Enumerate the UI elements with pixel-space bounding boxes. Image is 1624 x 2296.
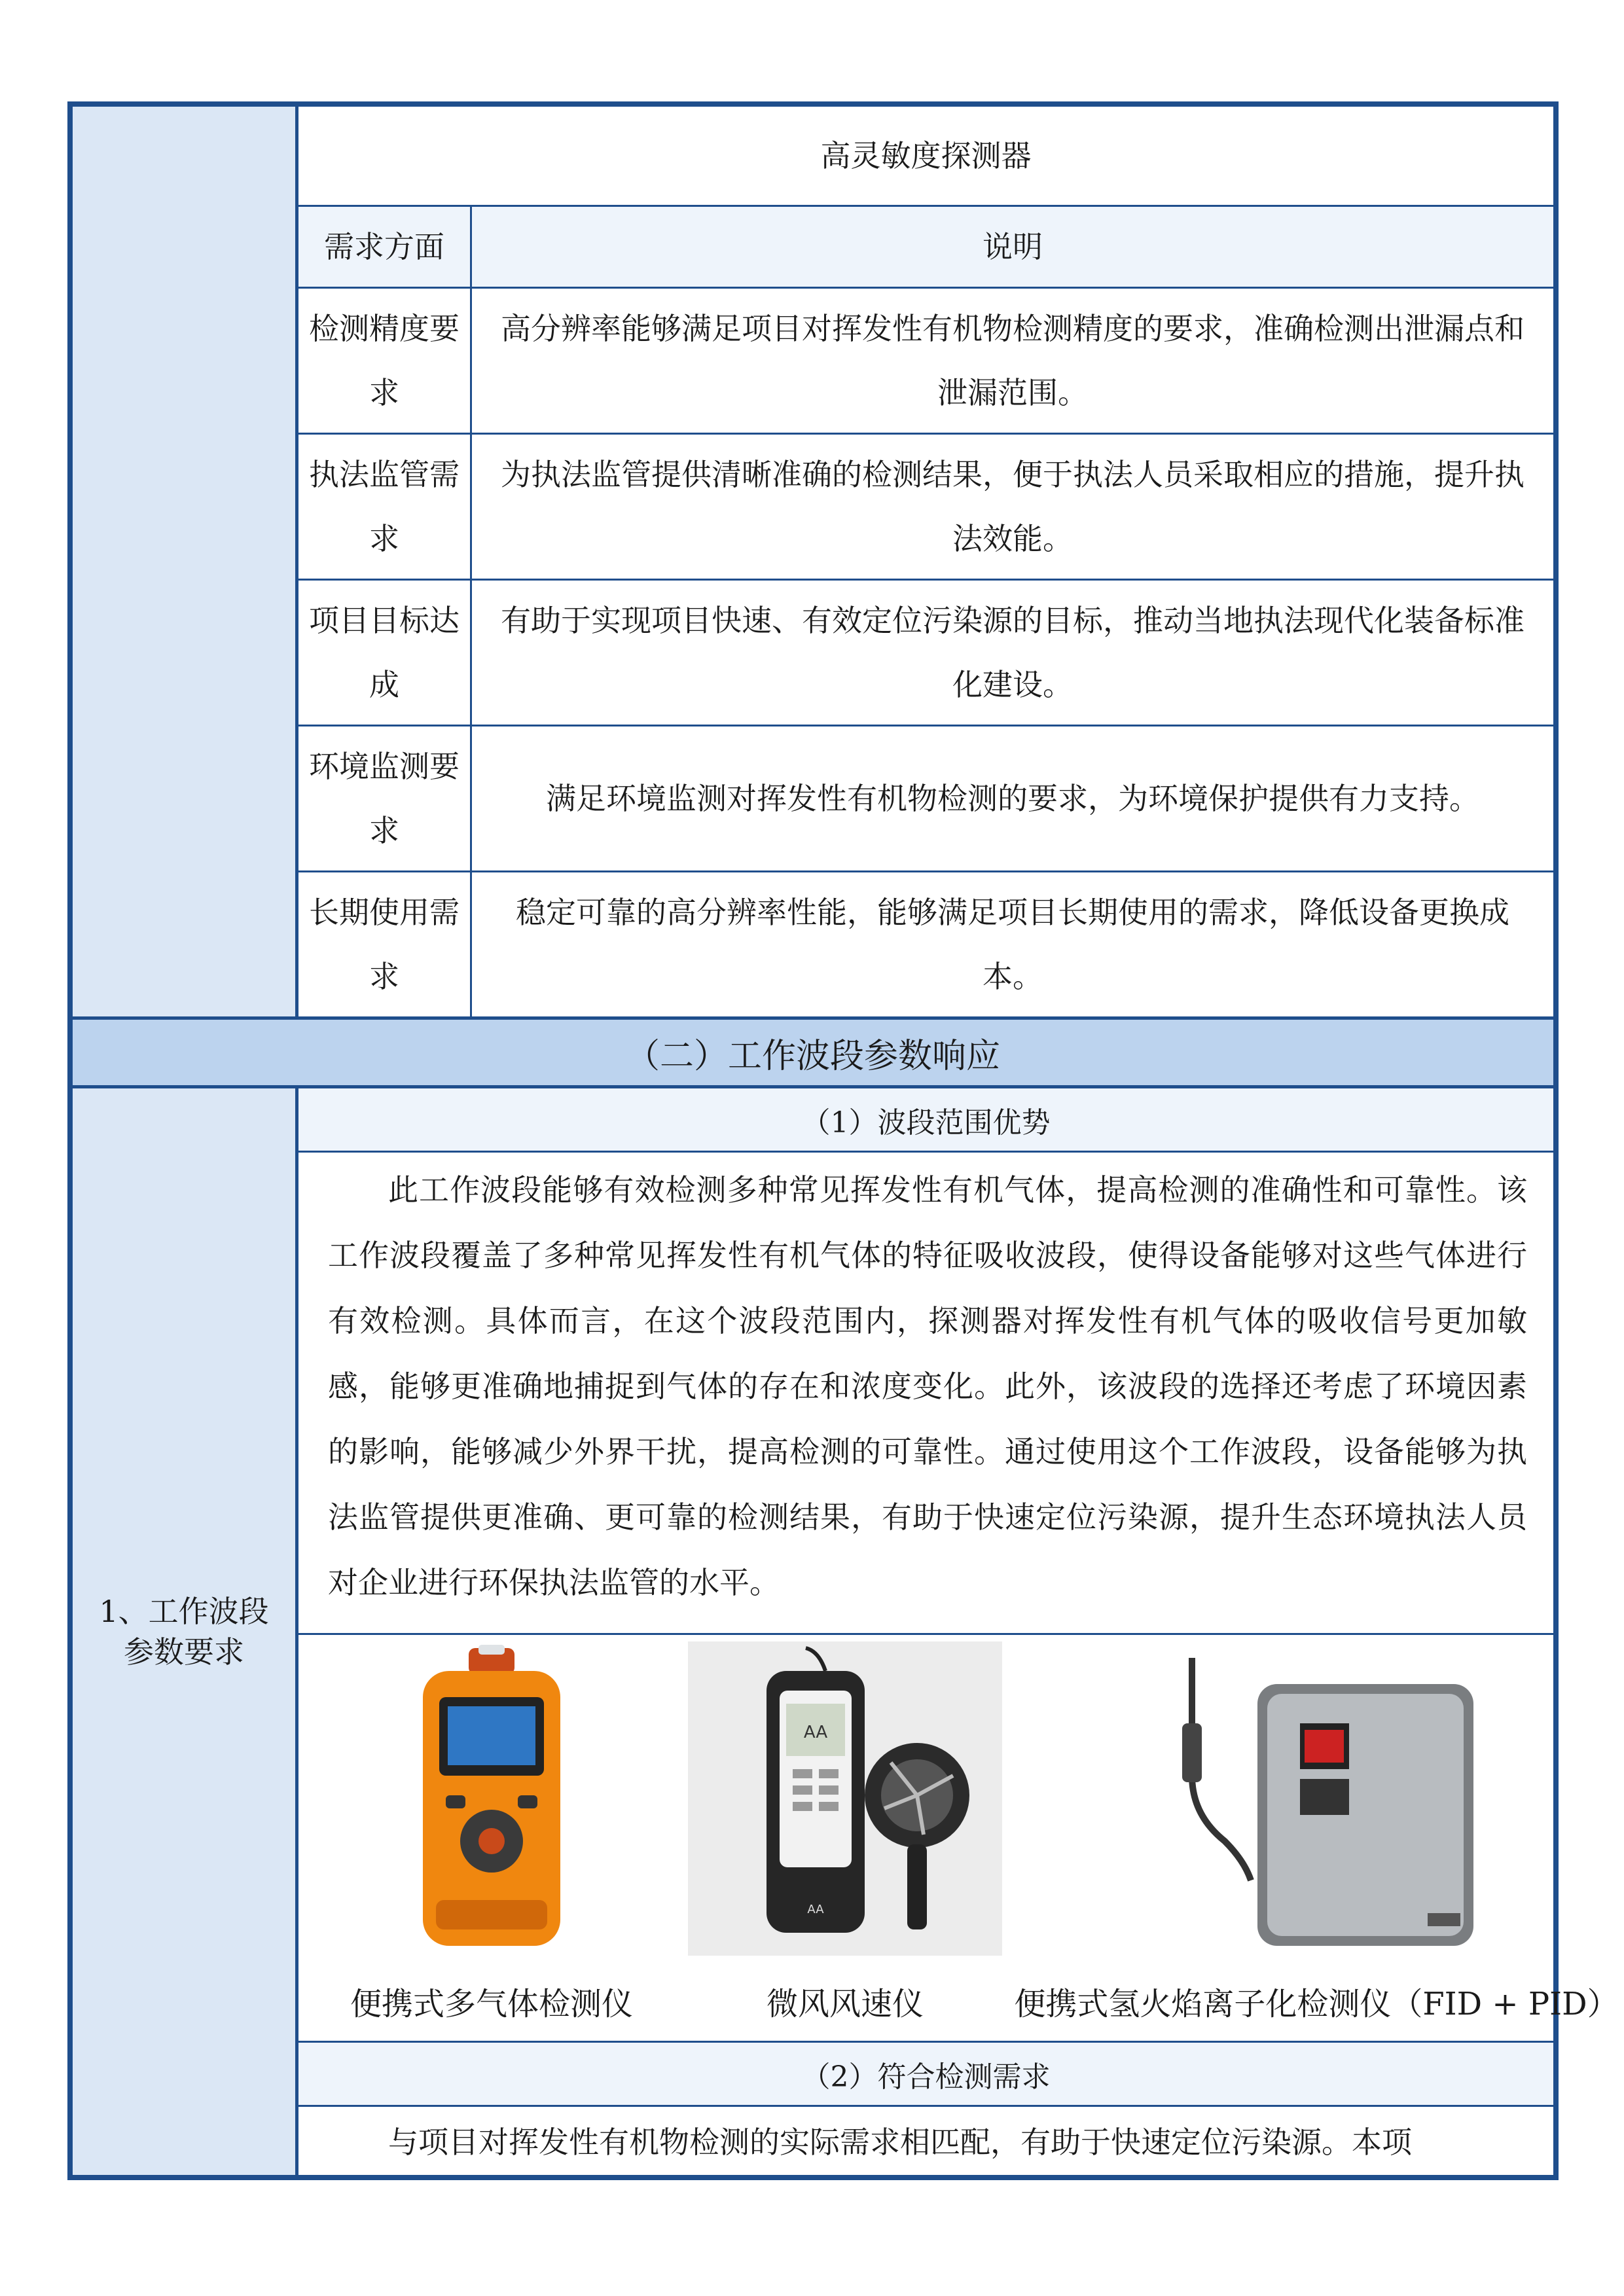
- row-aspect: 环境监测要求: [309, 749, 460, 848]
- sub1-paragraph: 此工作波段能够有效检测多种常见挥发性有机气体，提高检测的准确性和可靠性。该工作波段覆盖了多种常见挥发性有机气体的特征吸收波段，使得设备能够对这些气体进行有效检测。具体而言，在这个波段范围内，探测器对挥发性有机气体的吸收信号更加敏感，能够更准确地捕捉到气体的存在和浓度变化。此外，该波段的选择还考虑了环境因素的影响，能够减少外界干扰，提高检测的可靠性。通过使用这个工作波段，设备能够为执法监管提供更准确、更可靠的检测结果，有助于快速定位污染源，提升生态环境执法人员对企业进行环保执法监管的水平。: [328, 1172, 1527, 1600]
- anemometer-screen-readout: AA: [803, 1723, 828, 1742]
- anemometer-image: [688, 1641, 1002, 1956]
- row-desc: 高分辨率能够满足项目对挥发性有机物检测精度的要求，准确检测出泄漏点和泄漏范围。: [501, 311, 1525, 410]
- row-aspect: 检测精度要求: [309, 311, 460, 410]
- left-label: 1、工作波段参数要求: [99, 1594, 269, 1670]
- header-desc: 说明: [472, 207, 1553, 287]
- anemometer-icon: [695, 1645, 996, 1952]
- row-desc: 有助于实现项目快速、有效定位污染源的目标，推动当地执法现代化装备标准化建设。: [501, 603, 1525, 702]
- row-desc: 满足环境监测对挥发性有机物检测的要求，为环境保护提供有力支持。: [546, 781, 1479, 816]
- row-aspect: 长期使用需求: [309, 895, 460, 994]
- row-desc: 稳定可靠的高分辨率性能，能够满足项目长期使用的需求，降低设备更换成本。: [516, 895, 1509, 994]
- gas-detector-image: [361, 1641, 623, 1956]
- sub2-paragraph: 与项目对挥发性有机物检测的实际需求相匹配，有助于快速定位污染源。本项: [388, 2125, 1412, 2160]
- left-column-empty: [73, 107, 298, 1016]
- section-title: （二）工作波段参数响应: [625, 1036, 1000, 1076]
- fid-pid-detector-icon: [1153, 1645, 1480, 1952]
- anemometer-brand-mark: AA: [807, 1903, 824, 1916]
- image-caption: 便携式氢火焰离子化检测仪（FID + PID）: [1014, 1986, 1619, 2022]
- sub2-title: （2）符合检测需求: [298, 2043, 1553, 2105]
- row-aspect: 项目目标达成: [309, 603, 460, 702]
- document-table: [67, 101, 1619, 2180]
- image-caption: 便携式多气体检测仪: [350, 1986, 633, 2022]
- row-desc: 为执法监管提供清晰准确的检测结果，便于执法人员采取相应的措施，提升执法效能。: [501, 457, 1525, 556]
- fid-pid-detector-image: [1146, 1641, 1487, 1956]
- table-title: 高灵敏度探测器: [820, 138, 1032, 173]
- row-aspect: 执法监管需求: [309, 457, 460, 556]
- gas-detector-icon: [410, 1645, 573, 1952]
- header-aspect: 需求方面: [298, 207, 470, 287]
- sub1-title: （1）波段范围优势: [298, 1088, 1553, 1151]
- image-caption: 微风风速仪: [766, 1986, 924, 2022]
